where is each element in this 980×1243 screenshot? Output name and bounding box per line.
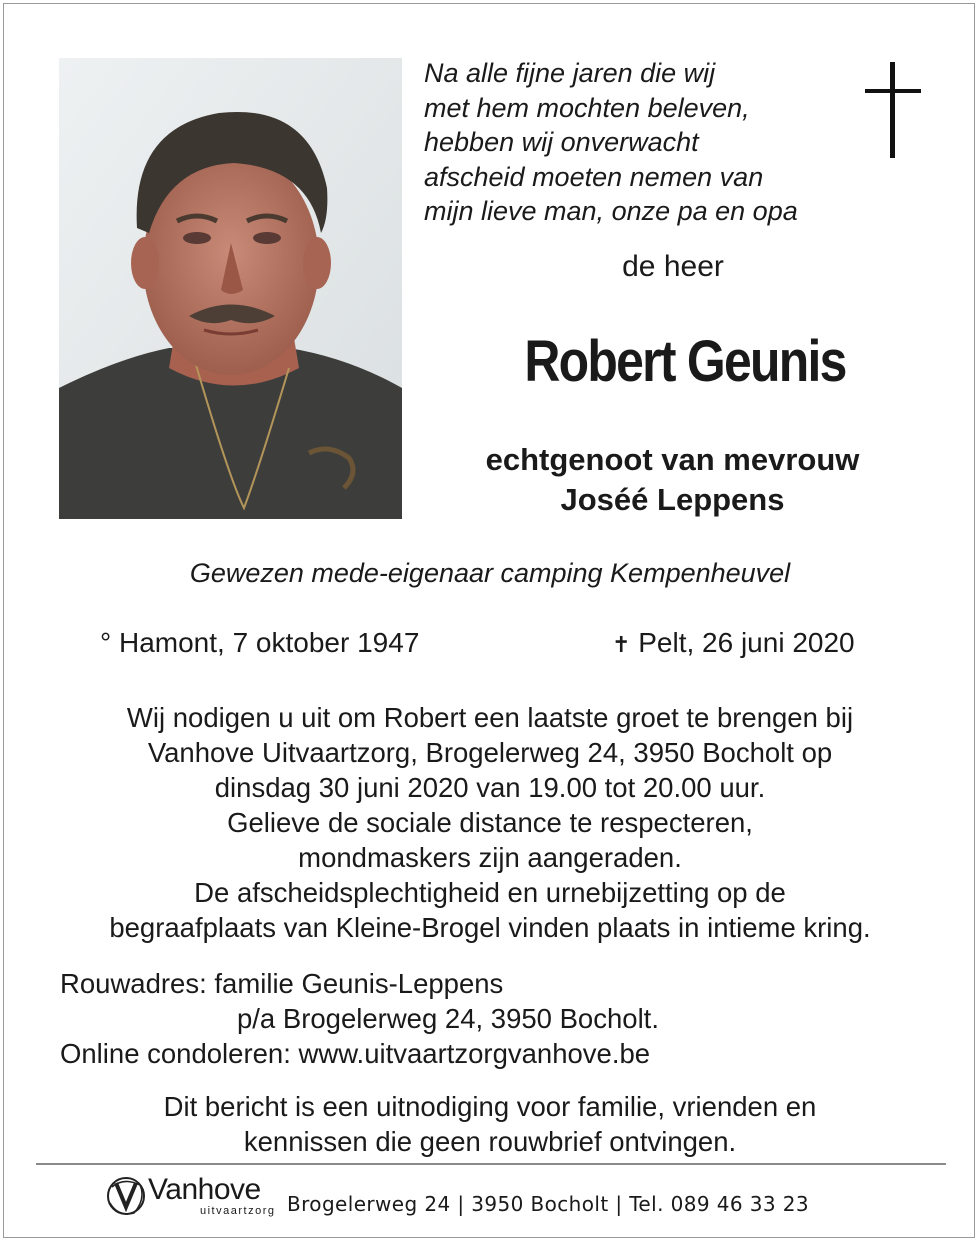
logo-mark-icon	[104, 1173, 152, 1219]
online-condolence: Online condoleren: www.uitvaartzorgvanhove.be	[60, 1038, 651, 1069]
spouse-info	[420, 440, 925, 520]
death-date: Pelt, 26 juni 2020	[638, 627, 855, 658]
mourning-address	[60, 966, 659, 1071]
poem-line: mijn lieve man, onze pa en opa	[424, 196, 798, 226]
address-line: Rouwadres: familie Geunis-Leppens	[60, 968, 504, 999]
birth-info: ° Hamont, 7 oktober 1947	[100, 627, 420, 658]
honorific: de heer	[622, 250, 724, 283]
divider	[36, 1163, 946, 1165]
deceased-name: Robert Geunis	[524, 329, 846, 394]
invitation-line: begraafplaats van Kleine-Brogel vinden plaats in intieme kring.	[109, 912, 871, 943]
footer-contact: Brogelerweg 24 | 3950 Bocholt | Tel. 089 46 33 23	[287, 1192, 810, 1216]
poem-line: Na alle fijne jaren die wij	[424, 58, 716, 88]
vanhove-logo	[104, 1173, 274, 1219]
invitation-line: dinsdag 30 juni 2020 van 19.00 tot 20.00 uur.	[214, 772, 766, 803]
poem-line: afscheid moeten nemen van	[424, 161, 764, 192]
death-info	[612, 627, 855, 659]
invitation-line: mondmaskers zijn aangeraden.	[298, 842, 682, 873]
portrait-photo	[59, 58, 402, 519]
invitation-line: Wij nodigen u uit om Robert een laatste groet te brengen bij	[126, 702, 854, 733]
invitation-text	[0, 700, 980, 945]
address-line: p/a Brogelerweg 24, 3950 Bocholt.	[237, 1003, 659, 1034]
notice-line: Dit bericht is een uitnodiging voor familie, vrienden en	[163, 1091, 817, 1122]
poem-line: met hem mochten beleven,	[424, 92, 750, 123]
cross-icon	[865, 62, 921, 158]
poem-line: hebben wij onverwacht	[424, 127, 699, 157]
spouse-name: Joséé Leppens	[560, 482, 785, 517]
invitation-line: De afscheidsplechtigheid en urnebijzetting op de	[194, 877, 786, 908]
notice-text	[0, 1089, 980, 1159]
notice-line: kennissen die geen rouwbrief ontvingen.	[243, 1126, 737, 1157]
poem	[424, 56, 864, 229]
portrait-illustration	[59, 58, 402, 519]
logo-name: Vanhove	[148, 1173, 261, 1206]
logo-subtitle: uitvaartzorg	[200, 1205, 276, 1217]
spouse-relation: echtgenoot van mevrouw	[485, 442, 860, 477]
occupation: Gewezen mede-eigenaar camping Kempenheuvel	[189, 558, 791, 588]
invitation-line: Vanhove Uitvaartzorg, Brogelerweg 24, 3950 Bocholt op	[147, 737, 833, 768]
death-cross-icon: ✝	[612, 632, 631, 657]
invitation-line: Gelieve de sociale distance te respecteren,	[227, 807, 753, 838]
